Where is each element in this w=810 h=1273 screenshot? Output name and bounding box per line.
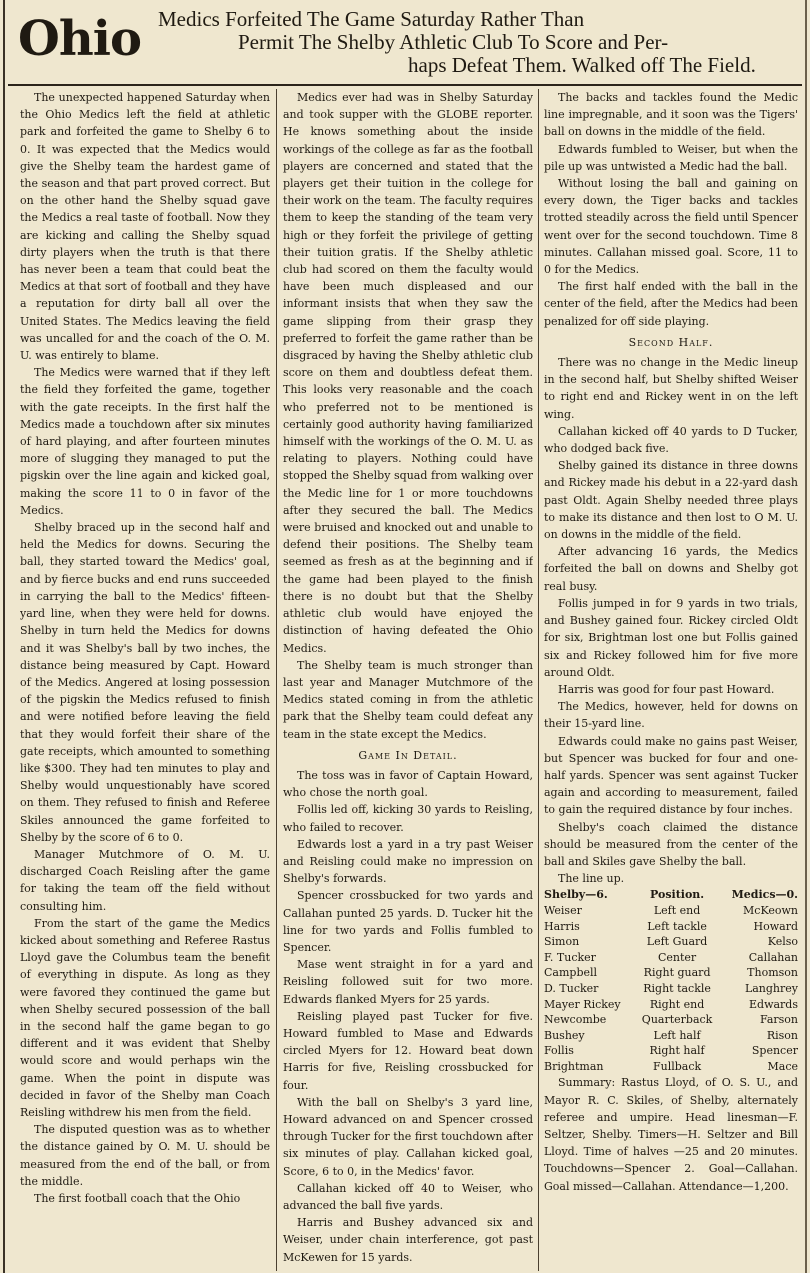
- shelby-player: Simon: [544, 935, 580, 949]
- paragraph: Callahan kicked off 40 to Weiser, who advanced the ball five yards.: [283, 1181, 533, 1212]
- paragraph: Harris was good for four past Howard.: [558, 682, 775, 696]
- medics-player: Callahan: [748, 950, 798, 964]
- paragraph: Mase went straight in for a yard and Reisling followed suit for two more. Edwards flanked Myers for 25 yards.: [283, 958, 533, 1006]
- lineup-row: [544, 1012, 798, 1028]
- position: Fullback: [652, 1059, 702, 1073]
- paragraph: Shelby's coach claimed the distance should be measured from the center of the ball and Skiles gave Shelby the ball.: [544, 820, 798, 868]
- lineup-row: [544, 1043, 798, 1059]
- lineup-header-medics: Medics—0.: [731, 888, 798, 902]
- headline-line-3: haps Defeat Them. Walked off The Field.: [408, 53, 756, 77]
- shelby-player: Bushey: [544, 1028, 585, 1042]
- lineup-row: [544, 919, 798, 935]
- medics-player: Thomson: [747, 966, 798, 980]
- column-rule: [276, 89, 277, 1271]
- position: Quarterback: [641, 1013, 713, 1027]
- paragraph: Callahan kicked off 40 yards to D Tucker, who dodged back five.: [544, 424, 798, 456]
- paragraph: Harris and Bushey advanced six and Weiser, under chain interference, got past McKewen for 15 yards.: [283, 1216, 533, 1264]
- medics-player: Farson: [759, 1013, 798, 1027]
- masthead: [8, 2, 802, 84]
- medics-player: Edwards: [749, 997, 798, 1011]
- paragraph: Edwards could make no gains past Weiser, but Spencer was bucked for four and one-half yards. Spencer was sent against Tucker again and according to measurement, failed to gain the required distance by four inches.: [544, 734, 798, 817]
- medics-player: Kelso: [767, 935, 798, 949]
- paragraph: From the start of the game the Medics kicked about something and Referee Rastus Lloyd gave the Columbus team the benefit of everything in dispute. As long as they were favored they continued the game but when Shelby secured possession of the ball in the second half the game began to go different and it was evident that Shelby would score and would perhaps win the game. When the point in dispute was decided in favor of the Shelby man Coach Reisling withdrew his men from the field.: [20, 916, 270, 1119]
- lineup-header-row: [544, 887, 798, 903]
- shelby-player: Campbell: [544, 966, 598, 980]
- paragraph: The first half ended with the ball in the center of the field, after the Medics had been penalized for off side playing.: [544, 280, 798, 328]
- paragraph: The unexpected happened Saturday when the Ohio Medics left the field at athletic park and forfeited the game to Shelby 6 to 0. It was expected that the Medics would give the Shelby team the hardest game of the season and that part proved correct. But on the other hand the Shelby squad gave the Medics a real taste of football. Now they are kicking and calling the Shelby squad dirty players when the truth is that there has never been a team that could beat the Medics at that sort of football and they have a reputation for dirty ball all over the United States. The Medics leaving the field was uncalled for and the coach of the O. M. U. was entirely to blame.: [20, 91, 270, 363]
- headline-rule: [8, 84, 802, 86]
- position: Right tackle: [643, 981, 711, 995]
- section-title: Ohio: [18, 11, 141, 67]
- subhead-second-half: Second Half.: [628, 335, 714, 349]
- position: Right guard: [643, 966, 711, 980]
- paragraph: Reisling played past Tucker for five. Howard fumbled to Mase and Edwards circled Myers for 12. Howard beat down Harris for five, Reisling crossbucked for four.: [283, 1009, 533, 1092]
- lineup-header-shelby: Shelby—6.: [544, 888, 608, 902]
- paragraph: Spencer crossbucked for two yards and Callahan punted 25 yards. D. Tucker hit the line for two yards and Follis fumbled to Spencer.: [283, 889, 533, 954]
- subhead-game-in-detail: Game In Detail.: [358, 748, 458, 762]
- shelby-player: D. Tucker: [544, 981, 599, 995]
- position: Left tackle: [647, 919, 707, 933]
- paragraph: The toss was in favor of Captain Howard, who chose the north goal.: [283, 768, 533, 800]
- lineup-row: [544, 965, 798, 981]
- medics-player: McKeown: [743, 903, 798, 917]
- paragraph: The Shelby team is much stronger than last year and Manager Mutchmore of the Medics stated coming in from the athletic park that the Shelby team could defeat any team in the state except the Medics.: [283, 658, 533, 741]
- medics-player: Langhrey: [744, 981, 798, 995]
- shelby-player: Newcombe: [544, 1013, 607, 1027]
- position: Center: [657, 950, 697, 964]
- lineup-row: [544, 981, 798, 997]
- right-border-rule: [805, 0, 807, 1273]
- paragraph: The first football coach that the Ohio: [34, 1192, 241, 1205]
- lineup-row: [544, 950, 798, 966]
- paragraph: The backs and tackles found the Medic line impregnable, and it soon was the Tigers' ball on downs in the middle of the field.: [544, 91, 798, 139]
- paragraph: The line up.: [558, 872, 625, 886]
- lineup-row: [544, 1059, 798, 1075]
- shelby-player: F. Tucker: [544, 950, 596, 964]
- medics-player: Rison: [766, 1028, 798, 1042]
- paragraph: The disputed question was as to whether the distance gained by O. M. U. should be measured from the end of the ball, or from the middle.: [20, 1123, 270, 1188]
- article-column-1: [20, 89, 270, 1271]
- shelby-player: Brightman: [544, 1059, 604, 1073]
- lineup-table: [544, 887, 798, 1074]
- lineup-row: [544, 997, 798, 1013]
- lineup-row: [544, 934, 798, 950]
- medics-player: Howard: [753, 919, 798, 933]
- paragraph: The Medics were warned that if they left the field they forfeited the game, together with the gate receipts. In the first half the Medics made a touchdown after six minutes of hard playing, and after fourteen minutes more of slugging they managed to put the pigskin over the line again and kicked goal, making the score 11 to 0 in favor of the Medics.: [20, 366, 270, 517]
- medics-player: Spencer: [751, 1044, 798, 1058]
- article-column-2: [283, 89, 533, 1271]
- paragraph: There was no change in the Medic lineup in the second half, but Shelby shifted Weiser to right end and Rickey went in on the left wing.: [544, 356, 798, 421]
- paragraph: Manager Mutchmore of O. M. U. discharged Coach Reisling after the game for taking the team off the field without consulting him.: [20, 847, 270, 913]
- paragraph: Follis jumped in for 9 yards in two trials, and Bushey gained four. Rickey circled Oldt for six, Brightman lost one but Follis gained six and Rickey followed him for five more around Oldt.: [544, 596, 798, 679]
- column-rule: [538, 89, 539, 1271]
- paragraph: Medics ever had was in Shelby Saturday and took supper with the GLOBE reporter. He knows something about the inside workings of the college as far as the football players are concerned and stated that the players get their tuition in the college for their work on the team. The faculty requires them to keep the standing of the team very high or they forfeit the privilege of getting their tuition gratis. If the Shelby athletic club had scored on them the faculty would have been much displeased and our informant insists that when they saw the game slipping from their grasp they preferred to forfeit the game rather than be disgraced by having the Shelby athletic club score on them and doubtless defeat them. This looks very reasonable and the coach who preferred not to be mentioned is certainly good authority having familiarized himself with the workings of the O. M. U. as relating to players. Nothing could have stopped the Shelby squad from walking over the Medic line for 1 or more touchdowns after they secured the ball. The Medics were bruised and knocked out and unable to defend their positions. The Shelby team seemed as fresh as at the beginning and if the game had been played to the finish there is no doubt but that the Shelby athletic club would have enjoyed the distinction of having defeated the Ohio Medics.: [283, 91, 533, 655]
- paragraph: Edwards lost a yard in a try past Weiser and Reisling could make no impression on Shelby's forwards.: [283, 837, 533, 886]
- shelby-player: Weiser: [544, 903, 582, 917]
- paragraph: Edwards fumbled to Weiser, but when the pile up was untwisted a Medic had the ball.: [544, 142, 798, 173]
- paragraph: Follis led off, kicking 30 yards to Reisling, who failed to recover.: [283, 803, 533, 834]
- position: Right end: [649, 997, 705, 1011]
- lineup-row: [544, 903, 798, 919]
- paragraph: Shelby braced up in the second half and held the Medics for downs. Securing the ball, they started toward the Medics' goal, and by fierce bucks and end runs succeeded in carrying the ball to the Medics' fifteen-yard line, when they were held for downs. Shelby in turn held the Medics for downs and it was Shelby's ball by two inches, the distance being measured by Capt. Howard of the Medics. Angered at losing possession of the pigskin the Medics refused to finish and were notified before leaving the field that they would forfeit their share of the gate receipts, which amounted to something like $300. They had ten minutes to play and Shelby would unquestionably have scored on them. They refused to finish and Referee Skiles announced the game forfeited to Shelby by the score of 6 to 0.: [20, 521, 270, 844]
- shelby-player: Mayer Rickey: [544, 997, 621, 1011]
- position: Left Guard: [646, 935, 708, 949]
- headline-line-2: Permit The Shelby Athletic Club To Score and Per-: [238, 30, 669, 54]
- shelby-player: Follis: [544, 1044, 574, 1058]
- paragraph: Without losing the ball and gaining on every down, the Tiger backs and tackles trotted steadily across the field until Spencer went over for the second touchdown. Time 8 minutes. Callahan missed goal. Score, 11 to 0 for the Medics.: [544, 177, 798, 277]
- paragraph: Shelby gained its distance in three downs and Rickey made his debut in a 22-yard dash past Oldt. Again Shelby needed three plays to make its distance and then lost to O M. U. on downs in the middle of the field.: [544, 459, 798, 542]
- article-column-3: [544, 89, 798, 1271]
- position: Left half: [653, 1028, 701, 1042]
- position: Right half: [649, 1044, 705, 1058]
- left-border-rule: [3, 0, 5, 1273]
- game-summary: Summary: Rastus Lloyd, of O. S. U., and Mayor R. C. Skiles, of Shelby, alternately referee and umpire. Head linesman—F. Seltzer, Shelby. Timers—H. Seltzer and Bill Lloyd. Time of halves —25 and 20 minutes. Touchdowns—Spencer 2. Goal—Callahan. Goal missed—Callahan. Attendance—1,200.: [544, 1076, 798, 1193]
- lineup-header-position: Position.: [650, 888, 705, 902]
- position: Left end: [653, 903, 701, 917]
- paragraph: With the ball on Shelby's 3 yard line, Howard advanced on and Spencer crossed through Tucker for the first touchdown after six minutes of play. Callahan kicked goal, Score, 6 to 0, in the Medics' favor.: [283, 1095, 533, 1178]
- headline: [146, 8, 802, 77]
- headline-line-1: Medics Forfeited The Game Saturday Rather Than: [158, 7, 585, 31]
- shelby-player: Harris: [544, 919, 580, 933]
- paragraph: After advancing 16 yards, the Medics forfeited the ball on downs and Shelby got real busy.: [544, 545, 798, 593]
- medics-player: Mace: [767, 1059, 798, 1073]
- paragraph: The Medics, however, held for downs on their 15-yard line.: [544, 700, 798, 731]
- lineup-row: [544, 1028, 798, 1044]
